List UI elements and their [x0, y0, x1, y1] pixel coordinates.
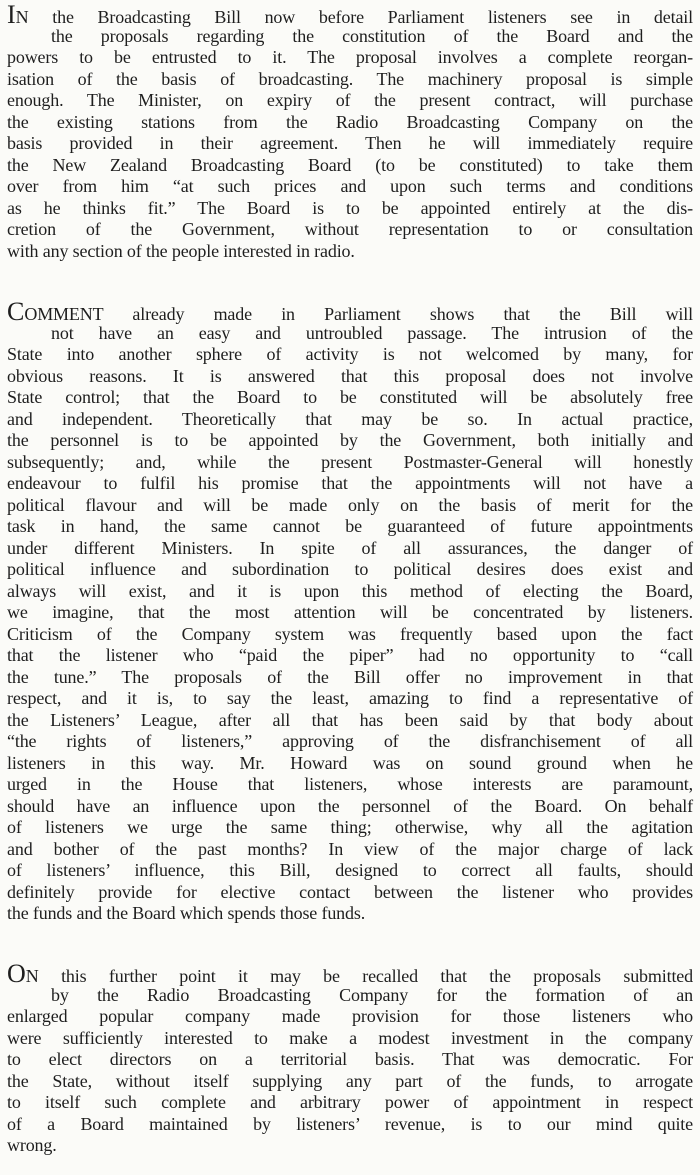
paragraph-2-line-20: the Listeners’ League, after all that has been said by that body about [7, 709, 693, 730]
paragraph-2-line-4: obvious reasons. It is answered that this proposal does not involve [7, 365, 693, 386]
paragraph-3-line-8: of a Board maintained by listeners’ revenue, is to our mind quite [7, 1113, 693, 1134]
paragraph-3-line-1-text: N this further point it may be recalled that the proposals submitted [25, 966, 693, 986]
drop-cap-3: O [7, 959, 26, 988]
article-paragraph-3 [7, 959, 693, 1157]
paragraph-2-line-2: not have an easy and untroubled passage. The intrusion of the [51, 322, 693, 343]
paragraph-2-line-18: the tune.” The proposals of the Bill offer no improvement in that [7, 666, 693, 687]
paragraph-2-line-24: should have an influence upon the personnel of the Board. On behalf [7, 795, 693, 816]
paragraph-2-line-6: and independent. Theoretically that may be so. In actual practice, [7, 408, 693, 429]
paragraph-2-line-28: definitely provide for elective contact between the listener who provides [7, 881, 693, 902]
paragraph-1-line-12: with any section of the people interested in radio. [7, 240, 355, 261]
paragraph-2-line-15: we imagine, that the most attention will be concentrated by listeners. [7, 602, 693, 622]
article-paragraph-1 [7, 0, 693, 262]
paragraph-3-line-4: were sufficiently interested to make a modest investment in the company [7, 1027, 693, 1048]
paragraph-1-line-3: powers to be entrusted to it. The proposal involves a complete reorgan- [7, 47, 693, 67]
paragraph-2-line-10: political flavour and will be made only on the basis of merit for the [7, 494, 693, 515]
paragraph-1-line-5: enough. The Minister, on expiry of the present contract, will purchase [7, 90, 693, 110]
paragraph-3-line-1 [7, 959, 693, 988]
paragraph-1-line-6: the existing stations from the Radio Broadcasting Company on the [7, 111, 693, 132]
paragraph-2-line-19: respect, and it is, to say the least, amazing to find a representative of [7, 688, 693, 708]
paragraph-2-line-27: of listeners’ influence, this Bill, designed to correct all faults, should [7, 860, 693, 880]
paragraph-1-line-10: as he thinks fit.” The Board is to be appointed entirely at the dis- [7, 197, 693, 218]
paragraph-2-line-23: urged in the House that listeners, whose interests are paramount, [7, 774, 693, 794]
paragraph-1-line-1 [7, 0, 693, 29]
paragraph-2-line-25: of listeners we urge the same thing; otherwise, why all the agitation [7, 817, 693, 837]
paragraph-2-line-1-text: OMMENT already made in Parliament shows that the Bill will [24, 304, 693, 324]
paragraph-2-line-12: under different Ministers. In spite of all assurances, the danger of [7, 537, 693, 558]
paragraph-2-line-29: the funds and the Board which spends those funds. [7, 903, 366, 923]
paragraph-2-line-5: State control; that the Board to be constituted will be absolutely free [7, 387, 693, 407]
paragraph-2-line-17: that the listener who “paid the piper” had no opportunity to “call [7, 645, 693, 665]
paragraph-1-line-4: isation of the basis of broadcasting. The machinery proposal is simple [7, 68, 693, 89]
paragraph-1-line-9: over from him “at such prices and upon such terms and conditions [7, 176, 693, 196]
paragraph-1-line-1-text: N the Broadcasting Bill now before Parliament listeners see in detail [15, 7, 693, 27]
paragraph-2-line-14: always will exist, and it is upon this method of electing the Board, [7, 580, 693, 601]
paragraph-1-line-7: basis provided in their agreement. Then he will immediately require [7, 133, 693, 153]
paragraph-3-line-2: by the Radio Broadcasting Company for the formation of an [51, 984, 693, 1005]
paragraph-2-line-3: State into another sphere of activity is not welcomed by many, for [7, 344, 693, 364]
paragraph-2-line-22: listeners in this way. Mr. Howard was on sound ground when he [7, 752, 693, 773]
paragraph-2-line-7: the personnel is to be appointed by the Government, both initially and [7, 430, 693, 450]
paragraph-3-line-5: to elect directors on a territorial basis. That was democratic. For [7, 1049, 693, 1069]
paragraph-3-line-9: wrong. [7, 1135, 57, 1155]
paragraph-2-line-21: “the rights of listeners,” approving of the disfranchisement of all [7, 731, 693, 751]
paragraph-3-line-6: the State, without itself supplying any part of the funds, to arrogate [7, 1070, 693, 1091]
paragraph-2-line-13: political influence and subordination to political desires does exist and [7, 559, 693, 579]
paragraph-2-line-1 [7, 297, 693, 326]
paragraph-2-line-26: and bother of the past months? In view of the major charge of lack [7, 838, 693, 859]
drop-cap-2: C [7, 297, 25, 326]
drop-cap-1: I [7, 0, 16, 29]
paragraph-3-line-3: enlarged popular company made provision for those listeners who [7, 1006, 693, 1026]
paragraph-2-line-16: Criticism of the Company system was frequently based upon the fact [7, 623, 693, 644]
paragraph-2-line-8: subsequently; and, while the present Postmaster-General will honestly [7, 451, 693, 472]
paragraph-1-line-2: the proposals regarding the constitution of the Board and the [51, 25, 693, 46]
paragraph-2-line-9: endeavour to fulfil his promise that the appointments will not have a [7, 473, 693, 493]
paragraph-1-line-11: cretion of the Government, without representation to or consultation [7, 219, 693, 239]
paragraph-2-line-11: task in hand, the same cannot be guaranteed of future appointments [7, 516, 693, 536]
article-paragraph-2 [7, 297, 693, 925]
paragraph-1-line-8: the New Zealand Broadcasting Board (to be constituted) to take them [7, 154, 693, 175]
paragraph-3-line-7: to itself such complete and arbitrary power of appointment in respect [7, 1092, 693, 1112]
